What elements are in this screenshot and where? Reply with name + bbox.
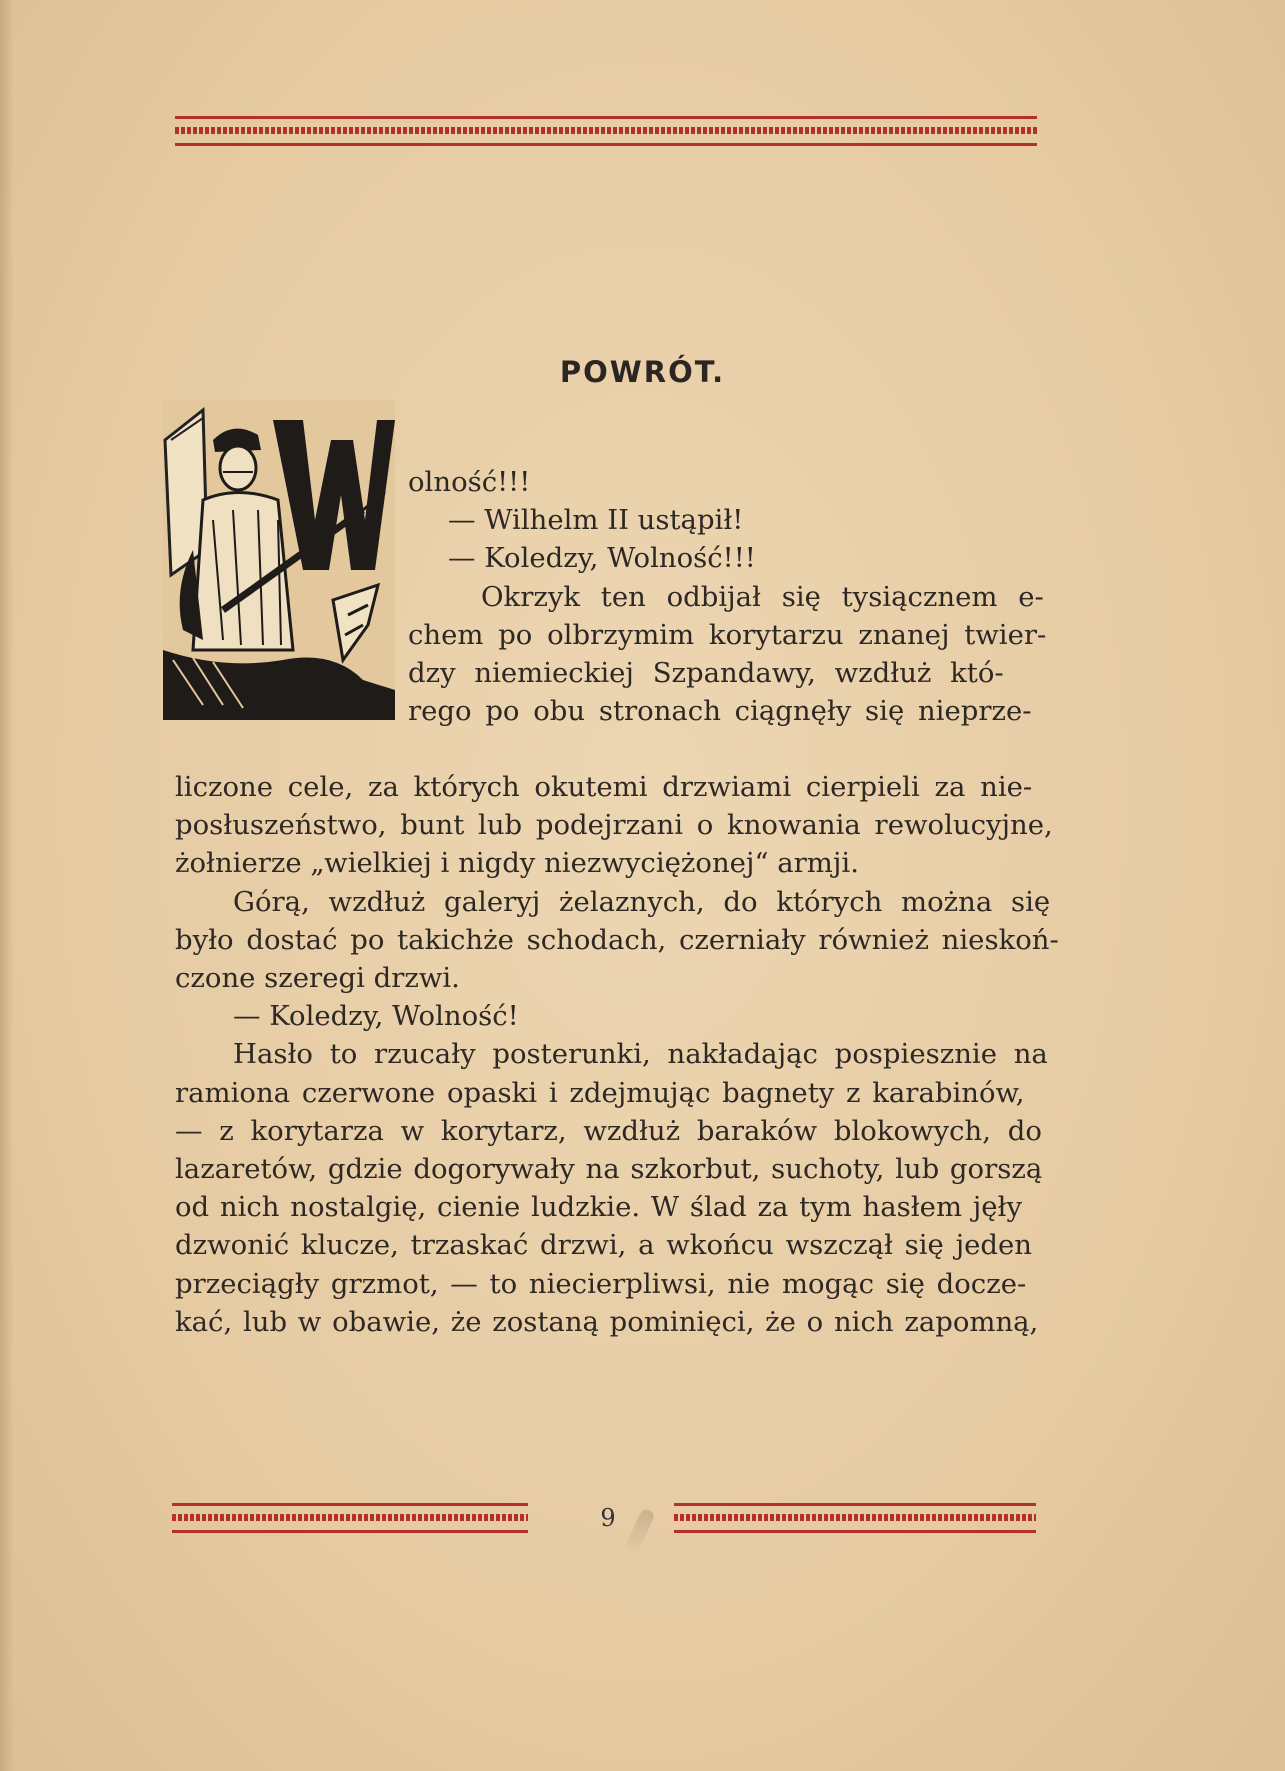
text-line: było dostać po takichże schodach, czerniały również nieskoń- [175, 923, 1059, 956]
soldier-woodcut-icon [163, 400, 395, 720]
text-line: żołnierze „wielkiej i nigdy niezwyciężonej“ armji. [175, 847, 859, 880]
text-line: rego po obu stronach ciągnęły się nieprze- [408, 695, 1032, 728]
opening-text-block [408, 463, 1047, 730]
text-line: dzy niemieckiej Szpandawy, wzdłuż któ- [408, 657, 1004, 690]
text-line: Hasło to rzucały posterunki, nakładając pospiesznie na [233, 1038, 1048, 1071]
text-line: — Koledzy, Wolność! [233, 1000, 519, 1033]
text-line: dzwonić klucze, trzaskać drzwi, a wkońcu wszczął się jeden [175, 1229, 1032, 1262]
text-line: kać, lub w obawie, że zostaną pominięci, że o nich zapomną, [175, 1305, 1039, 1338]
text-line: ramiona czerwone opaski i zdejmując bagnety z karabinów, [175, 1076, 1025, 1109]
text-line: czone szeregi drzwi. [175, 962, 460, 995]
text-line: lazaretów, gdzie dogorywały na szkorbut, suchoty, lub gorszą [175, 1153, 1043, 1186]
text-line: przeciągły grzmot, — to niecierpliwsi, nie mogąc się docze- [175, 1267, 1027, 1300]
chapter-title: POWRÓT. [559, 355, 726, 389]
text-line: — z korytarza w korytarz, wzdłuż baraków blokowych, do [175, 1114, 1042, 1147]
bottom-right-ornamental-rule [674, 1503, 1036, 1533]
illustrated-initial-w [163, 400, 395, 720]
main-text-block [175, 768, 1059, 1341]
text-line: liczone cele, za których okutemi drzwiami cierpieli za nie- [175, 771, 1033, 803]
paper-stain [622, 1507, 656, 1558]
top-ornamental-rule [175, 116, 1037, 146]
bottom-left-ornamental-rule [172, 1503, 528, 1533]
page-number: 9 [600, 1504, 616, 1532]
text-line: chem po olbrzymim korytarzu znanej twier- [408, 618, 1047, 651]
text-line: — Koledzy, Wolność!!! [448, 542, 756, 575]
text-line: od nich nostalgię, cienie ludzkie. W ślad za tym hasłem jęły [175, 1191, 1023, 1224]
text-line: Okrzyk ten odbijał się tysiącznem e- [481, 580, 1044, 613]
text-line: — Wilhelm II ustąpił! [448, 504, 744, 537]
text-line: posłuszeństwo, bunt lub podejrzani o knowania rewolucyjne, [175, 809, 1053, 842]
text-line: Górą, wzdłuż galeryj żelaznych, do których można się [233, 885, 1051, 918]
text-line: olność!!! [408, 466, 531, 498]
